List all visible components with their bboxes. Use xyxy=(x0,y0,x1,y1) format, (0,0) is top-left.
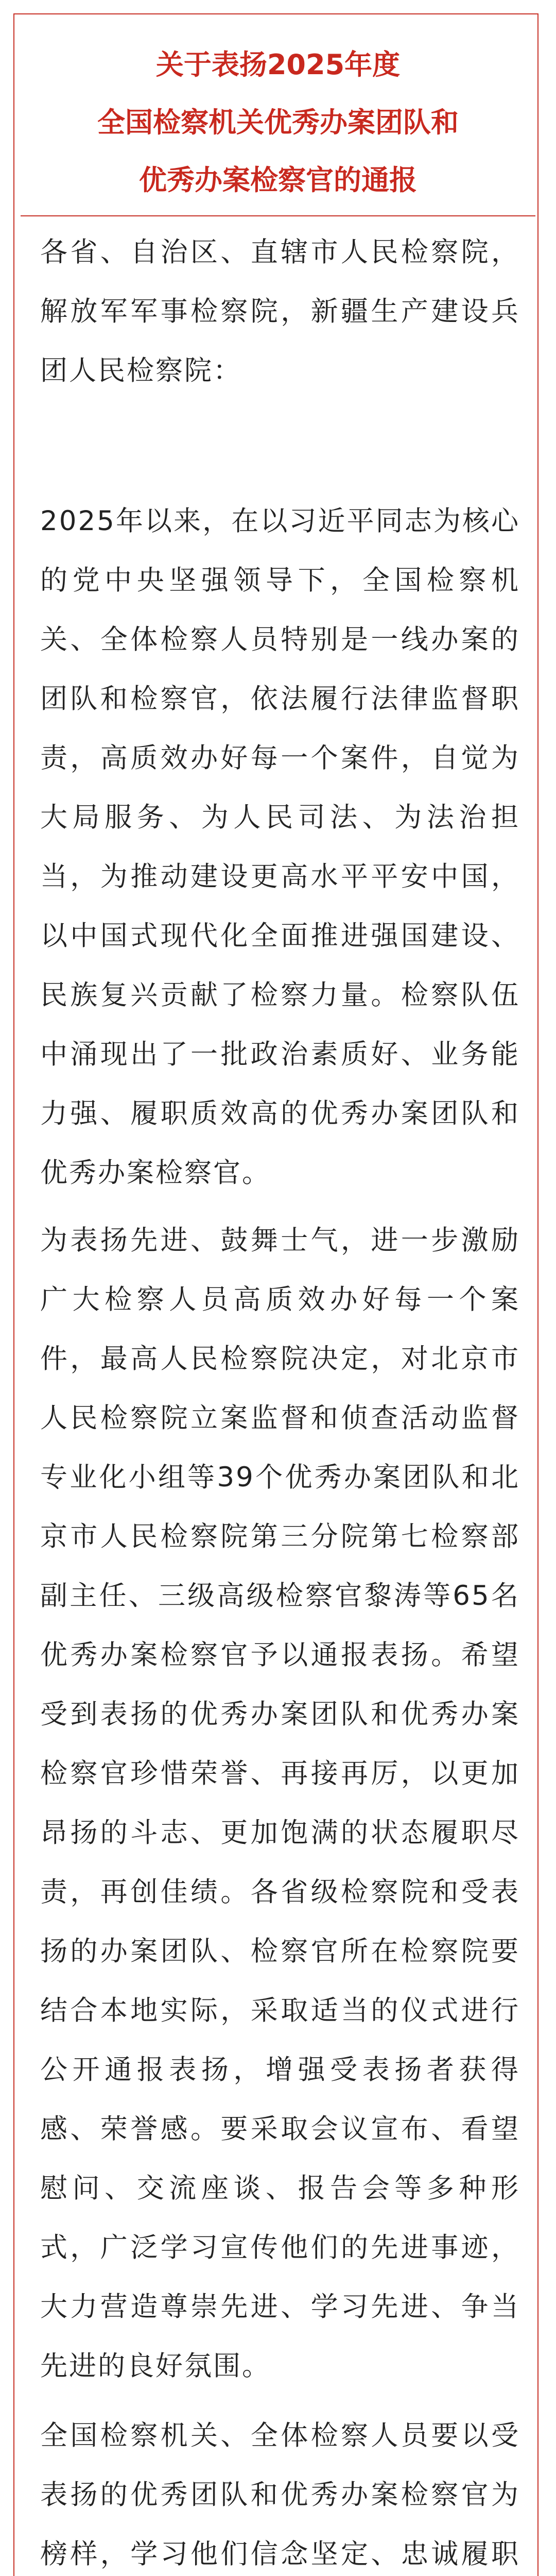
paragraph-2: 为表扬先进、鼓舞士气，进一步激励广大检察人员高质效办好每一个案件，最高人民检察院决定，对北京市人民检察院立案监督和侦查活动监督专业化小组等39个优秀办案团队和北京市人民检察院第三分院第七检察部副主任、三级高级检察官黎涛等65名优秀办案检察官予以通报表扬。希望受到表扬的优秀办案团队和优秀办案检察官珍惜荣誉、再接再厉，以更加昂扬的斗志、更加饱满的状态履职尽责，再创佳绩。各省级检察院和受表扬的办案团队、检察官所在检察院要结合本地实际，采取适当的仪式进行公开通报表扬，增强受表扬者获得感、荣誉感。要采取会议宣布、看望慰问、交流座谈、报告会等多种形式，广泛学习宣传他们的先进事迹，大力营造尊崇先进、学习先进、争当先进的良好氛围。 xyxy=(40,1225,520,2382)
title-line-1: 关于表扬2025年度 xyxy=(155,48,401,81)
paragraph-3: 全国检察机关、全体检察人员要以受表扬的优秀团队和优秀办案检察官为榜样，学习他们信念坚定、忠诚履职 xyxy=(40,2420,520,2570)
paragraph-1: 2025年以来，在以习近平同志为核心的党中央坚强领导下，全国检察机关、全体检察人员特别是一线办案的团队和检察官，依法履行法律监督职责，高质效办好每一个案件，自觉为大局服务、为人民司法、为法治担当，为推动建设更高水平平安中国，以中国式现代化全面推进强国建设、民族复兴贡献了检察力量。检察队伍中涌现出了一批政治素质好、业务能力强、履职质效高的优秀办案团队和优秀办案检察官。 xyxy=(40,505,520,1189)
address-paragraph: 各省、自治区、直辖市人民检察院，解放军军事检察院，新疆生产建设兵团人民检察院： xyxy=(40,236,520,386)
document-title xyxy=(15,36,541,209)
title-line-2: 全国检察机关优秀办案团队和 xyxy=(97,106,459,139)
title-line-3: 优秀办案检察官的通报 xyxy=(139,164,417,196)
title-divider xyxy=(21,215,535,216)
